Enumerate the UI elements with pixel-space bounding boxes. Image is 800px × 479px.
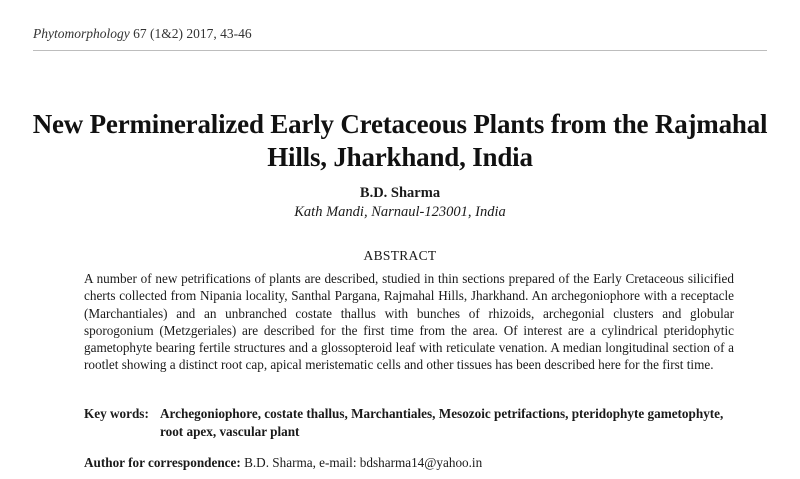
- keywords-text: Archegoniophore, costate thallus, Marchantiales, Mesozoic petrifactions, pteridophyte gametophyte, root apex, vascular plant: [160, 406, 724, 439]
- correspondence-label: Author for correspondence:: [84, 455, 241, 470]
- paper-title: New Permineralized Early Cretaceous Plants from the Rajmahal Hills, Jharkhand, India: [32, 109, 768, 172]
- keywords-section: [84, 405, 744, 440]
- correspondence-text: B.D. Sharma, e-mail: bdsharma14@yahoo.in: [244, 455, 483, 470]
- journal-name: Phytomorphology: [33, 26, 130, 41]
- author-name: B.D. Sharma: [359, 185, 441, 201]
- abstract-body: A number of new petrifications of plants are described, studied in thin sections prepared of the Early Cretaceous silicified cherts collected from Nipania locality, Santhal Pargana, Rajmahal Hills, Jharkhand. An archegoniophore with a receptacle (Marchantiales) and an unbranched costate thallus with bunches of rhizoids, archegonial clusters and globular sporogonium (Metzgeriales) are described for the first time from the area. Of interest are a cylindrical pteridophytic gametophyte bearing fertile structures and a glossopteroid leaf with reticulate venation. A median longitudinal section of a rootlet showing a distinct root cap, apical meristematic cells and other tissues has been described here for the first time.: [84, 271, 734, 373]
- keywords-label: Key words:: [84, 406, 149, 421]
- header-divider: [33, 50, 767, 51]
- correspondence-section: [84, 455, 744, 471]
- journal-header: [33, 26, 767, 42]
- journal-citation: 67 (1&2) 2017, 43-46: [133, 26, 252, 41]
- abstract-heading: ABSTRACT: [363, 248, 437, 263]
- author-affiliation: Kath Mandi, Narnaul-123001, India: [294, 204, 506, 220]
